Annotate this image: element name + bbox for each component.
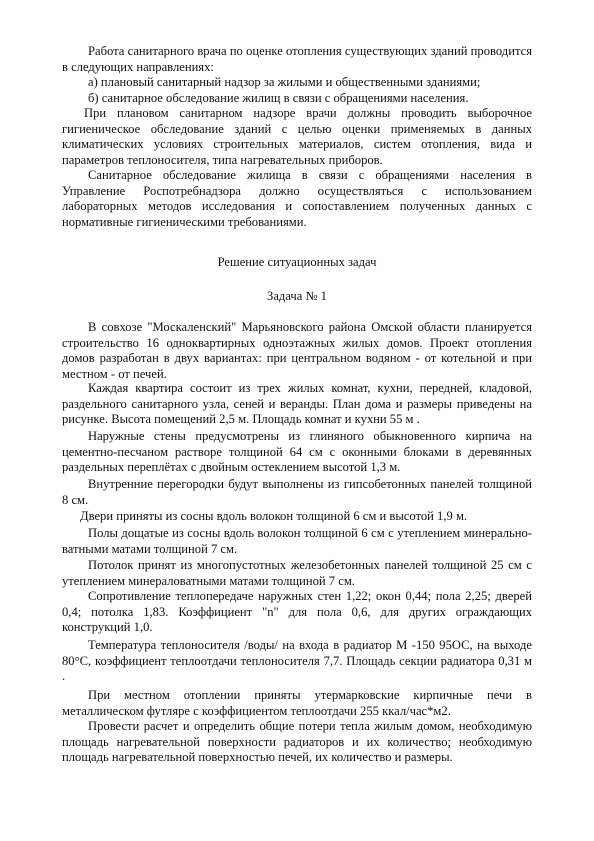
intro-paragraph-3: Санитарное обследование жилища в связи с обращениями населения в Управление Роспотребнадзора должно осуществляться с использованием лабораторных методов исследования и сопоставлением полученных данных с нормативные гигиеническими требованиями. [62,168,532,229]
task-title: Задача № 1 [267,289,327,303]
intro-paragraph-2: При плановом санитарном надзоре врачи должны проводить выборочное гигиеническое обследование зданий с целью оценки применяемых в данных климатических условиях строительных материалов, систем отопления, вида и параметров теплоносителя, типа нагревательных приборов. [62,106,532,167]
task-paragraph-6: Полы дощатые из сосны вдоль волокон толщиной 6 см с утеплением минерально-ватными матами толщиной 7 см. [62,526,532,556]
task-paragraph-4: Внутренние перегородки будут выполнены из гипсобетонных панелей толщиной 8 см. [62,477,532,507]
task-paragraph-3: Наружные стены предусмотрены из глиняного обыкновенного кирпича на цементно-песчаном растворе толщиной 64 см с оконными блоками в деревянных раздельных переплётах с двойным остеклением высотой 1,3 м. [62,429,532,475]
intro-item-b: б) санитарное обследование жилищ в связи с обращениями населения. [88,91,469,105]
intro-paragraph-1: Работа санитарного врача по оценке отопления существующих зданий проводится в следующих направлениях: [62,44,532,74]
task-paragraph-10: При местном отоплении приняты утермарковские кирпичные печи в металлическом футляре с коэффициентом теплоотдачи 255 ккал/час*м2. [62,688,532,718]
task-paragraph-1: В совхозе "Москаленский" Марьяновского района Омской области планируется строительство 16 одноквартирных одноэтажных жилых домов. Проект отопления домов разработан в двух вариантах: при центральном водяном - от котельной и при местном - от печей. [62,320,532,381]
task-paragraph-5: Двери приняты из сосны вдоль волокон толщиной 6 см и высотой 1,9 м. [80,509,468,523]
task-paragraph-7: Потолок принят из многопустотных железобетонных панелей толщиной 25 см с утеплением минераловатными матами толщиной 7 см. [62,558,532,588]
intro-item-a: а) плановый санитарный надзор за жилыми и общественными зданиями; [88,75,481,89]
section-title: Решение ситуационных задач [217,255,377,269]
task-paragraph-9: Температура теплоносителя /воды/ на входа в радиатор М -150 95ОС, на выходе 80°С, коэффициент теплоотдачи теплоносителя 7,7. Площадь секции радиатора 0,31 м . [62,638,532,684]
task-paragraph-8: Сопротивление теплопередаче наружных стен 1,22; окон 0,44; пола 2,25; дверей 0,4; потолка 1,83. Коэффициент "n" для пола 0,6, для других ограждающих конструкций 1,0. [62,589,532,635]
task-paragraph-2: Каждая квартира состоит из трех жилых комнат, кухни, передней, кладовой, раздельного санитарного узла, сеней и веранды. План дома и размеры приведены на рисунке. Высота помещений 2,5 м. Площадь комнат и кухни 55 м . [62,381,532,427]
task-paragraph-11: Провести расчет и определить общие потери тепла жилым домом, необходимую площадь нагревательной поверхности радиаторов и их количество; необходимую площадь нагревательной поверхностью печей, их количество и размеры. [62,719,532,765]
